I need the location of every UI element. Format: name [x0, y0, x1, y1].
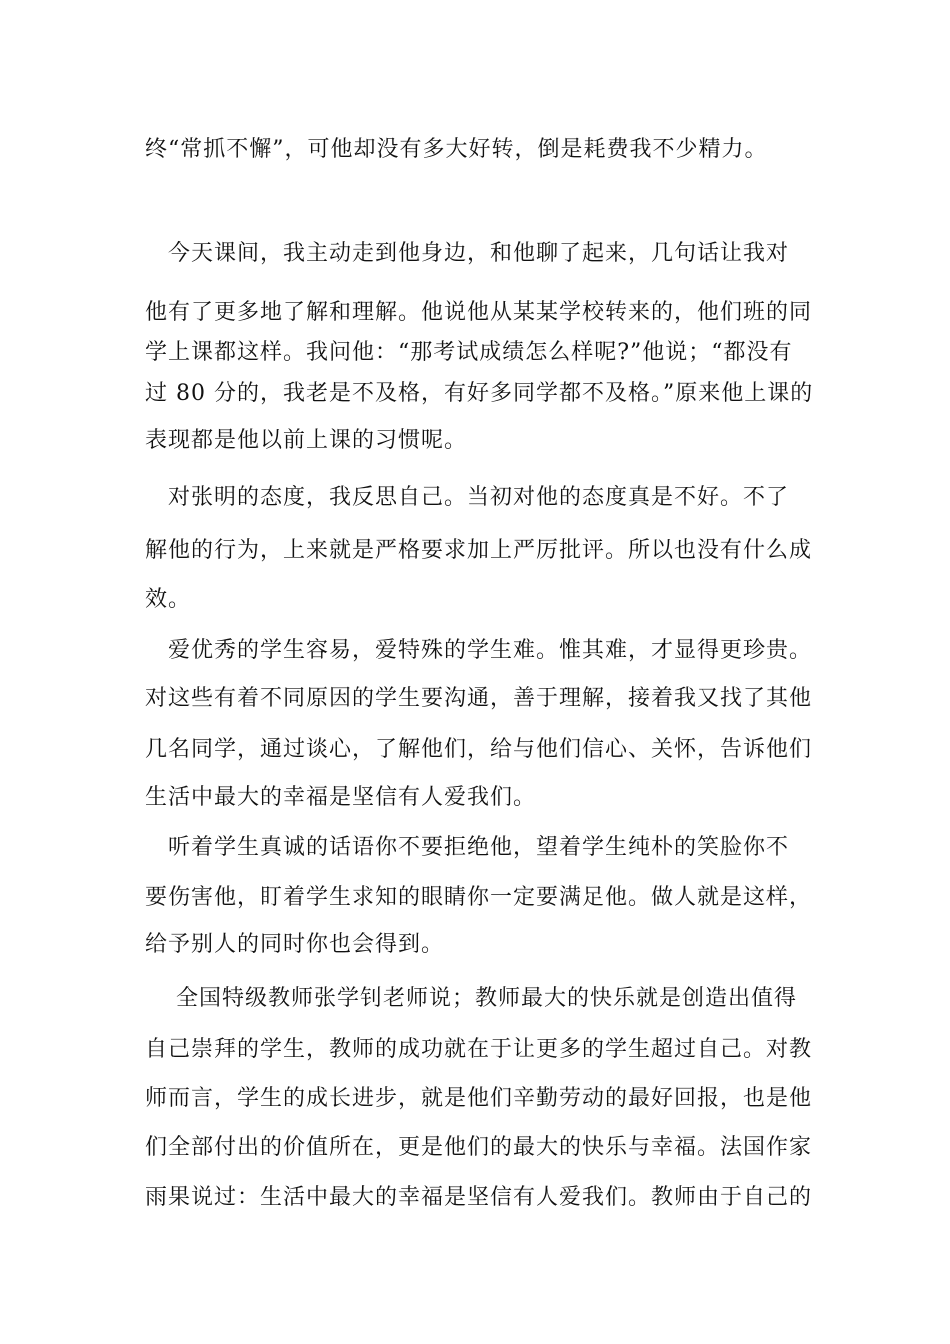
text-line: 全国特级教师张学钊老师说；教师最大的快乐就是创造出值得 [145, 986, 797, 1011]
text-line: 效。 [145, 587, 192, 612]
text-line: 听着学生真诚的话语你不要拒绝他，望着学生纯朴的笑脸你不 [145, 835, 790, 860]
text-line: 解他的行为，上来就是严格要求加上严厉批评。所以也没有什么成 [145, 538, 813, 563]
text-line: 对张明的态度，我反思自己。当初对他的态度真是不好。不了 [145, 485, 790, 510]
text-line: 几名同学，通过谈心，了解他们，给与他们信心、关怀，告诉他们 [145, 737, 813, 762]
text-line: 给予别人的同时你也会得到。 [145, 932, 445, 957]
text-line: 们全部付出的价值所在，更是他们的最大的快乐与幸福。法国作家 [145, 1135, 813, 1160]
text-line: 他有了更多地了解和理解。他说他从某某学校转来的，他们班的同 [145, 300, 813, 325]
text-line: 过 80 分的，我老是不及格，有好多同学都不及格。”原来他上课的 [145, 381, 814, 406]
text-line: 终“常抓不懈”，可他却没有多大好转，倒是耗费我不少精力。 [145, 137, 768, 162]
text-line: 今天课间，我主动走到他身边，和他聊了起来，几句话让我对 [145, 241, 790, 266]
text-line: 爱优秀的学生容易，爱特殊的学生难。惟其难，才显得更珍贵。 [145, 638, 813, 663]
text-line: 雨果说过：生活中最大的幸福是坚信有人爱我们。教师由于自己的 [145, 1185, 813, 1210]
text-line: 师而言，学生的成长进步，就是他们辛勤劳动的最好回报，也是他 [145, 1086, 813, 1111]
text-line: 表现都是他以前上课的习惯呢。 [145, 428, 468, 453]
text-line: 学上课都这样。我问他：“那考试成绩怎么样呢?”他说；“都没有 [145, 340, 793, 365]
text-line: 自己崇拜的学生，教师的成功就在于让更多的学生超过自己。对教 [145, 1037, 813, 1062]
text-line: 要伤害他，盯着学生求知的眼睛你一定要满足他。做人就是这样， [145, 885, 813, 910]
text-line: 对这些有着不同原因的学生要沟通，善于理解，接着我又找了其他 [145, 686, 813, 711]
text-line: 生活中最大的幸福是坚信有人爱我们。 [145, 785, 537, 810]
